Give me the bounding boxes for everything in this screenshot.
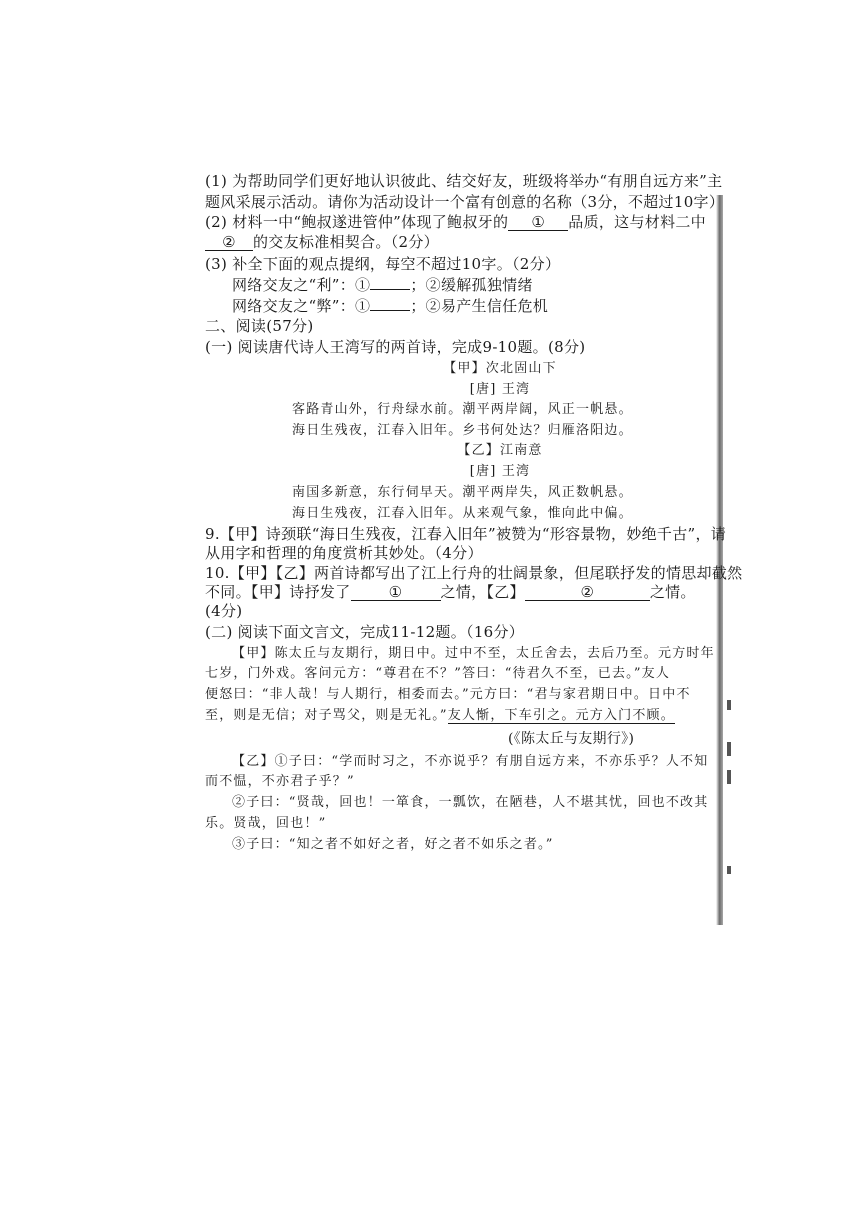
passage-b-line: ②子曰：“贤哉，回也！一箪食，一瓢饮，在陋巷，人不堪其忧，回也不改其 bbox=[232, 795, 709, 810]
passage-b-line: 乐。贤哉，回也！” bbox=[205, 816, 327, 831]
q2-blank-2[interactable] bbox=[205, 234, 253, 251]
q10-line-1: 10.【甲】【乙】两首诗都写出了江上行舟的壮阔景象，但尾联抒发的情思却截然 bbox=[205, 564, 743, 582]
q10-text: 之情，【乙】 bbox=[440, 583, 525, 601]
poem-b-title: 【乙】江南意 bbox=[457, 443, 543, 458]
q10-blank-2[interactable] bbox=[525, 584, 650, 601]
q2-line-2 bbox=[205, 232, 725, 252]
passage-a-line: 便怒曰：“非人哉！与人期行，相委而去。”元方曰：“君与家君期日中。日中不 bbox=[205, 687, 691, 702]
part2-intro: (二) 阅读下面文言文，完成11-12题。（16分） bbox=[205, 623, 525, 641]
poem-a-title: 【甲】次北固山下 bbox=[443, 361, 557, 376]
q3-title: (3) 补全下面的观点提纲，每空不超过10字。（2分） bbox=[205, 255, 561, 273]
poem-a-line: 海日生残夜，江春入旧年。乡书何处达？归雁洛阳边。 bbox=[292, 423, 633, 438]
passage-a-line: 七岁，门外戏。客问元方：“尊君在不？”答曰：“待君久不至，已去。”友人 bbox=[205, 666, 671, 681]
passage-b-line: 而不愠，不亦君子乎？” bbox=[205, 774, 355, 789]
q9-line-1: 9.【甲】诗颈联“海日生残夜，江春入旧年”被赞为“形容景物，妙绝千古”，请 bbox=[205, 525, 727, 543]
edge-mark bbox=[727, 700, 731, 710]
q2-blank-1[interactable] bbox=[508, 214, 568, 231]
passage-a-line bbox=[205, 706, 725, 726]
part1-intro: (一) 阅读唐代诗人王湾写的两首诗，完成9-10题。(8分) bbox=[205, 338, 586, 356]
poem-a-line: 客路青山外，行舟绿水前。潮平两岸阔，风正一帆悬。 bbox=[292, 402, 633, 417]
q3-label: 网络交友之“弊”： bbox=[232, 297, 356, 315]
q10-line-2 bbox=[205, 582, 725, 602]
blank-number: ① bbox=[355, 297, 371, 315]
blank-number: ① bbox=[531, 213, 546, 231]
blank-number: ② bbox=[222, 233, 236, 251]
poem-b-line: 南国多新意，东行伺早天。潮平两岸失，风正数帆悬。 bbox=[292, 485, 633, 500]
blank-number: ② bbox=[580, 583, 595, 601]
poem-b-author: [唐] 王湾 bbox=[469, 464, 531, 479]
passage-a-underlined: 友人惭，下车引之。元方入门不顾。 bbox=[447, 708, 675, 723]
section-heading: 二、阅读(57分) bbox=[205, 317, 314, 335]
q2-text-a: (2) 材料一中“鲍叔遂进管仲”体现了鲍叔牙的 bbox=[205, 213, 509, 231]
q3-label: 网络交友之“利”： bbox=[232, 276, 356, 294]
q3-line-2 bbox=[232, 296, 752, 316]
q10-blank-1[interactable] bbox=[351, 584, 441, 601]
edge-mark bbox=[727, 770, 731, 784]
q3-text: ；②易产生信任危机 bbox=[410, 297, 549, 315]
q3-text: ；②缓解孤独情绪 bbox=[410, 276, 533, 294]
q3-blank-2[interactable] bbox=[370, 310, 410, 311]
q10-text: 不同。【甲】诗抒发了 bbox=[205, 583, 351, 601]
q2-text-b: 品质，这与材料二中 bbox=[568, 213, 706, 231]
passage-b-line: ③子曰：“知之者不如好之者，好之者不如乐之者。” bbox=[232, 837, 554, 852]
blank-number: ① bbox=[355, 276, 371, 294]
q10-score: (4分) bbox=[205, 602, 243, 620]
q3-line-1 bbox=[232, 275, 752, 295]
passage-a-line: 【甲】陈太丘与友期行，期日中。过中不至，太丘舍去，去后乃至。元方时年 bbox=[232, 646, 715, 661]
passage-a-text: 至，则是无信；对子骂父，则是无礼。” bbox=[205, 708, 448, 723]
passage-a-citation: (《陈太丘与友期行》) bbox=[508, 731, 635, 747]
passage-b-line: 【乙】①子曰：“学而时习之，不亦说乎？有朋自远方来，不亦乐乎？人不知 bbox=[232, 754, 709, 769]
q2-line-1 bbox=[205, 212, 725, 232]
q9-line-2: 从用字和哲理的角度赏析其妙处。（4分） bbox=[205, 544, 483, 562]
q2-text-c: 的交友标准相契合。（2分） bbox=[253, 233, 439, 251]
blank-number: ① bbox=[388, 583, 403, 601]
q3-blank-1[interactable] bbox=[370, 289, 410, 290]
q10-text: 之情。 bbox=[649, 583, 696, 601]
poem-b-line: 海日生残夜，江春入旧年。从来观气象，惟向此中偏。 bbox=[292, 506, 633, 521]
q1-line-1: (1) 为帮助同学们更好地认识彼此、结交好友，班级将举办“有朋自远方来”主 bbox=[205, 172, 723, 190]
poem-a-author: [唐] 王湾 bbox=[469, 382, 531, 397]
q1-line-2: 题风采展示活动。请你为活动设计一个富有创意的名称（3分，不超过10字） bbox=[205, 193, 725, 211]
edge-mark bbox=[727, 866, 731, 874]
